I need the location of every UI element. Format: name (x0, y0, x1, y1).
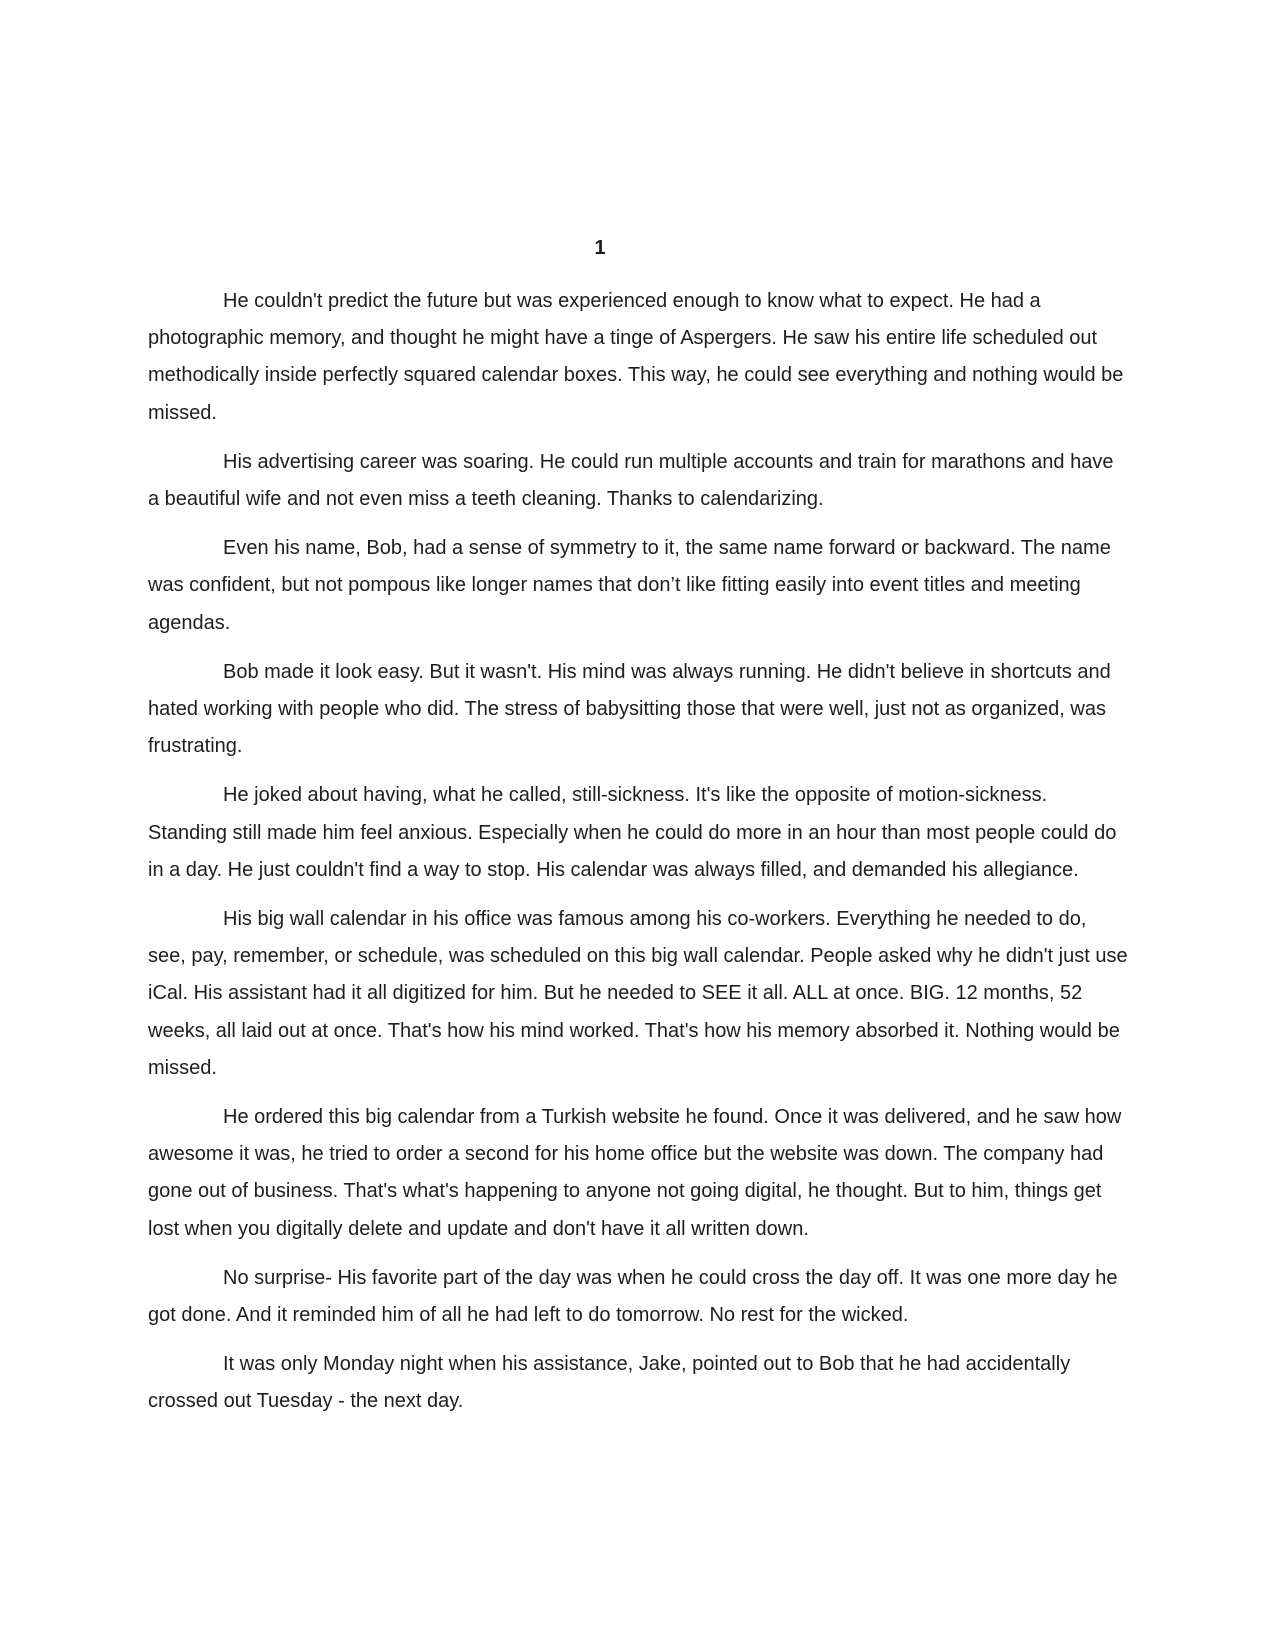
chapter-body (148, 283, 1128, 1433)
paragraph: Bob made it look easy. But it wasn't. His mind was always running. He didn't believe in shortcuts and hated working with people who did. The stress of babysitting those that were well, just not as organized, was frustrating. (148, 660, 1111, 758)
paragraph: His big wall calendar in his office was famous among his co-workers. Everything he needed to do, see, pay, remember, or schedule, was scheduled on this big wall calendar. People asked why he didn't just use iCal. His assistant had it all digitized for him. But he needed to SEE it all. ALL at once. BIG. 12 months, 52 weeks, all laid out at once. That's how his mind worked. That's how his memory absorbed it. Nothing would be missed. (148, 908, 1128, 1079)
chapter-number: 1 (594, 237, 606, 259)
paragraph: He couldn't predict the future but was experienced enough to know what to expect. He had a photographic memory, and thought he might have a tinge of Aspergers. He saw his entire life scheduled out methodically inside perfectly squared calendar boxes. This way, he could see everything and nothing would be missed. (148, 290, 1124, 424)
paragraph: It was only Monday night when his assistance, Jake, pointed out to Bob that he had accidentally crossed out Tuesday - the next day. (148, 1353, 1071, 1413)
paragraph: He joked about having, what he called, still-sickness. It's like the opposite of motion-sickness. Standing still made him feel anxious. Especially when he could do more in an hour than most people could do in a day. He just couldn't find a way to stop. His calendar was always filled, and demanded his allegiance. (148, 784, 1117, 881)
paragraph: His advertising career was soaring. He could run multiple accounts and train for marathons and have a beautiful wife and not even miss a teeth cleaning. Thanks to calendarizing. (148, 450, 1114, 511)
paragraph: No surprise- His favorite part of the day was when he could cross the day off. It was one more day he got done. And it reminded him of all he had left to do tomorrow. No rest for the wicked. (148, 1266, 1118, 1327)
paragraph: Even his name, Bob, had a sense of symmetry to it, the same name forward or backward. The name was confident, but not pompous like longer names that don’t like fitting easily into event titles and meeting agendas. (148, 537, 1111, 634)
paragraph: He ordered this big calendar from a Turkish website he found. Once it was delivered, and he saw how awesome it was, he tried to order a second for his home office but the website was down. The company had gone out of business. That's what's happening to anyone not going digital, he thought. But to him, things get lost when you digitally delete and update and don't have it all written down. (148, 1106, 1122, 1240)
